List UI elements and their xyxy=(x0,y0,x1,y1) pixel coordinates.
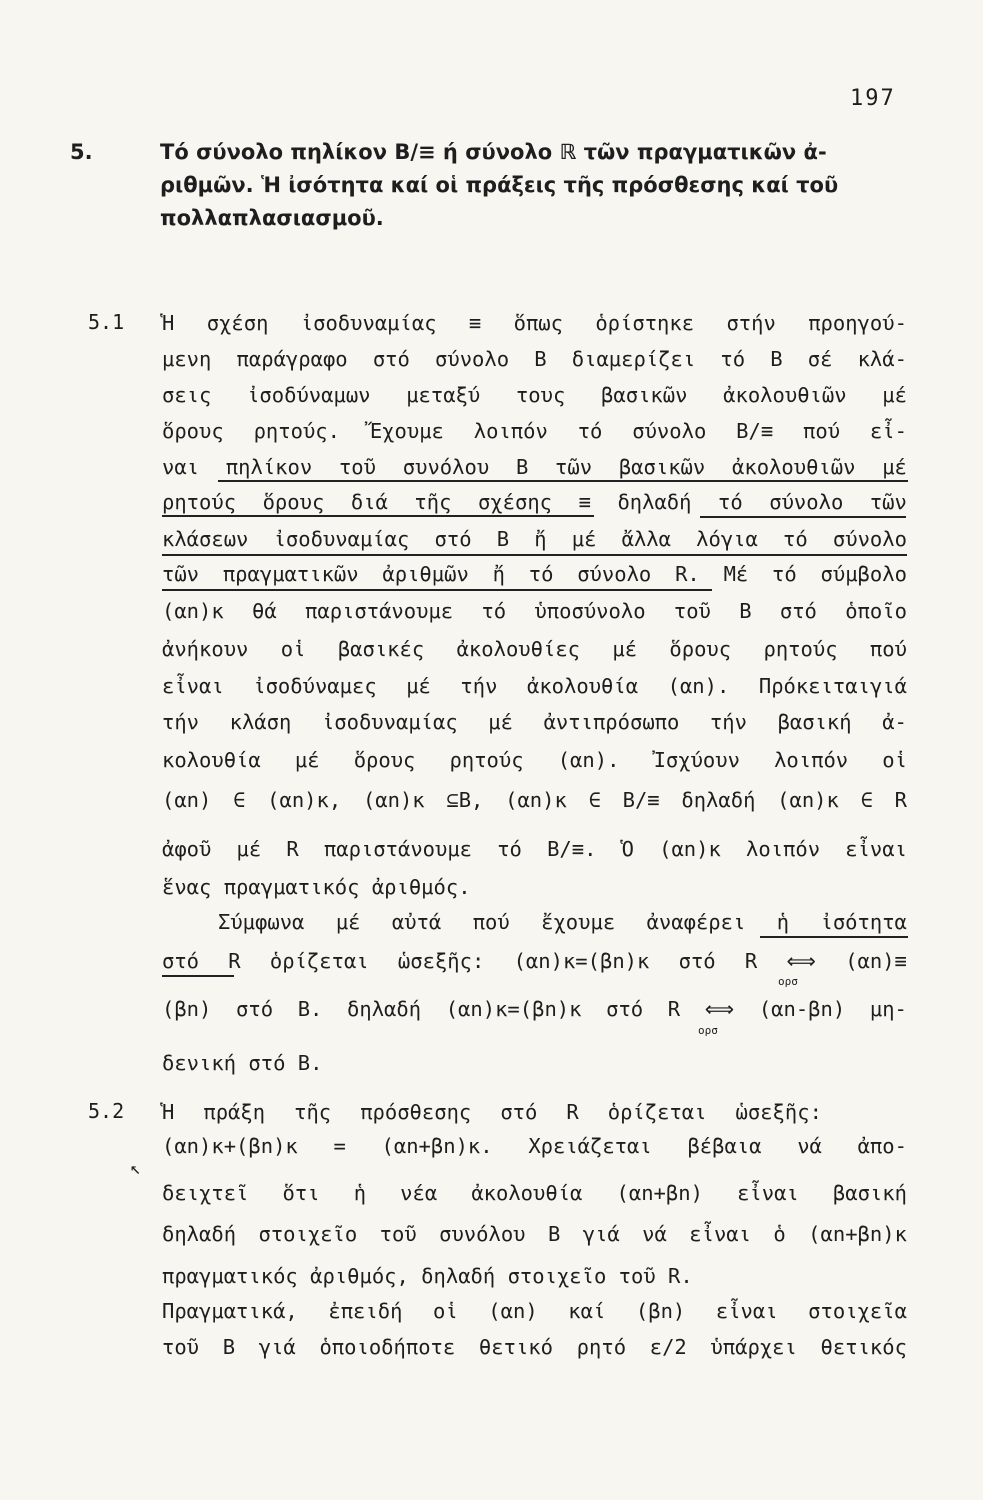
text-line: ἕνας πραγματικός ἀριθμός. xyxy=(162,875,471,899)
margin-mark: ↖ xyxy=(130,1158,141,1179)
text-line: Ἡ πράξη τῆς πρόσθεσης στό R ὁρίζεται ὡσεξῆς: xyxy=(162,1100,822,1124)
heading-line: Τό σύνολο πηλίκον B/≡ ή σύνολο ℝ τῶν πραγματικῶν ἀ- xyxy=(160,140,827,164)
text-line: δειχτεῖ ὅτι ἡ νέα ἀκολουθία (αn+βn) εἶναι βασική xyxy=(162,1181,907,1205)
text-line: Σύμφωνα μέ αὐτά πού ἔχουμε ἀναφέρει ἡ ἰσότητα xyxy=(218,910,907,934)
text-line: ρητούς ὅρους διά τῆς σχέσης ≡ δηλαδή τό σύνολο τῶν xyxy=(162,490,907,514)
underline xyxy=(162,515,594,517)
text-line: τοῦ B γιά ὁποιοδήποτε θετικό ρητό ε/2 ὑπάρχει θετικός xyxy=(162,1335,907,1359)
arrow-subscript: ορσ xyxy=(778,975,798,988)
text-line: εἶναι ἰσοδύναμες μέ τήν ἀκολουθία (αn). Πρόκειταιγιά xyxy=(162,674,907,698)
text-line: (αn)κ θά παριστάνουμε τό ὑποσύνολο τοῦ B στό ὁποῖο xyxy=(162,599,907,623)
arrow-subscript: ορσ xyxy=(698,1024,718,1037)
text-line: Πραγματικά, ἐπειδή οἱ (αn) καί (βn) εἶναι στοιχεῖα xyxy=(162,1299,907,1323)
underline xyxy=(218,480,908,482)
section-number: 5. xyxy=(70,140,93,164)
underline xyxy=(700,516,906,518)
text-line: ναι πηλίκον τοῦ συνόλου B τῶν βασικῶν ἀκολουθιῶν μέ xyxy=(162,455,907,479)
text-line: Ἡ σχέση ἰσοδυναμίας ≡ ὅπως ὁρίστηκε στήν προηγού- xyxy=(162,311,907,335)
text-line: μενη παράγραφο στό σύνολο B διαμερίζει τό B σέ κλά- xyxy=(162,347,907,371)
text-line: (αn)κ+(βn)κ = (αn+βn)κ. Χρειάζεται βέβαια νά ἀπο- xyxy=(162,1134,907,1158)
text-line: τήν κλάση ἰσοδυναμίας μέ ἀντιπρόσωπο τήν βασική ἀ- xyxy=(162,710,907,734)
text-line: ἀνήκουν οἱ βασικές ἀκολουθίες μέ ὅρους ρητούς πού xyxy=(162,637,907,661)
text-line: πραγματικός ἀριθμός, δηλαδή στοιχεῖο τοῦ R. xyxy=(162,1264,693,1288)
underline xyxy=(760,936,908,938)
text-line: στό R ὁρίζεται ὡσεξῆς: (αn)κ=(βn)κ στό R ⟺ (αn)≡ xyxy=(162,949,907,973)
page-number: 197 xyxy=(850,86,896,111)
text-line: κλάσεων ἰσοδυναμίας στό B ἤ μέ ἄλλα λόγια τό σύνολο xyxy=(162,527,907,551)
text-line: (αn) ∈ (αn)κ, (αn)κ ⊆B, (αn)κ ∈ B/≡ δηλαδή (αn)κ ∈ R xyxy=(162,788,907,812)
text-line: (βn) στό B. δηλαδή (αn)κ=(βn)κ στό R ⟺ (αn-βn) μη- xyxy=(162,997,907,1021)
text-line: κολουθία μέ ὅρους ρητούς (αn). Ἰσχύουν λοιπόν οἱ xyxy=(162,748,907,772)
underline xyxy=(162,589,712,591)
text-line: δενική στό B. xyxy=(162,1051,323,1075)
underline xyxy=(162,975,234,977)
underline xyxy=(162,554,907,556)
text-line: ὅρους ρητούς. Ἔχουμε λοιπόν τό σύνολο B/≡ πού εἶ- xyxy=(162,419,907,443)
text-line: τῶν πραγματικῶν ἀριθμῶν ἤ τό σύνολο R. Μέ τό σύμβολο xyxy=(162,562,907,586)
heading-line: πολλαπλασιασμοῦ. xyxy=(160,206,384,230)
text-line: σεις ἰσοδύναμων μεταξύ τους βασικῶν ἀκολουθιῶν μέ xyxy=(162,383,907,407)
subsection-number: 5.1 xyxy=(88,310,125,334)
subsection-number: 5.2 xyxy=(88,1099,125,1123)
heading-line: ριθμῶν. Ἡ ἰσότητα καί οἱ πράξεις τῆς πρόσθεσης καί τοῦ xyxy=(160,173,839,197)
text-line: δηλαδή στοιχεῖο τοῦ συνόλου B γιά νά εἶναι ὁ (αn+βn)κ xyxy=(162,1222,907,1246)
text-line: ἀφοῦ μέ R παριστάνουμε τό B/≡. Ὁ (αn)κ λοιπόν εἶναι xyxy=(162,837,907,861)
